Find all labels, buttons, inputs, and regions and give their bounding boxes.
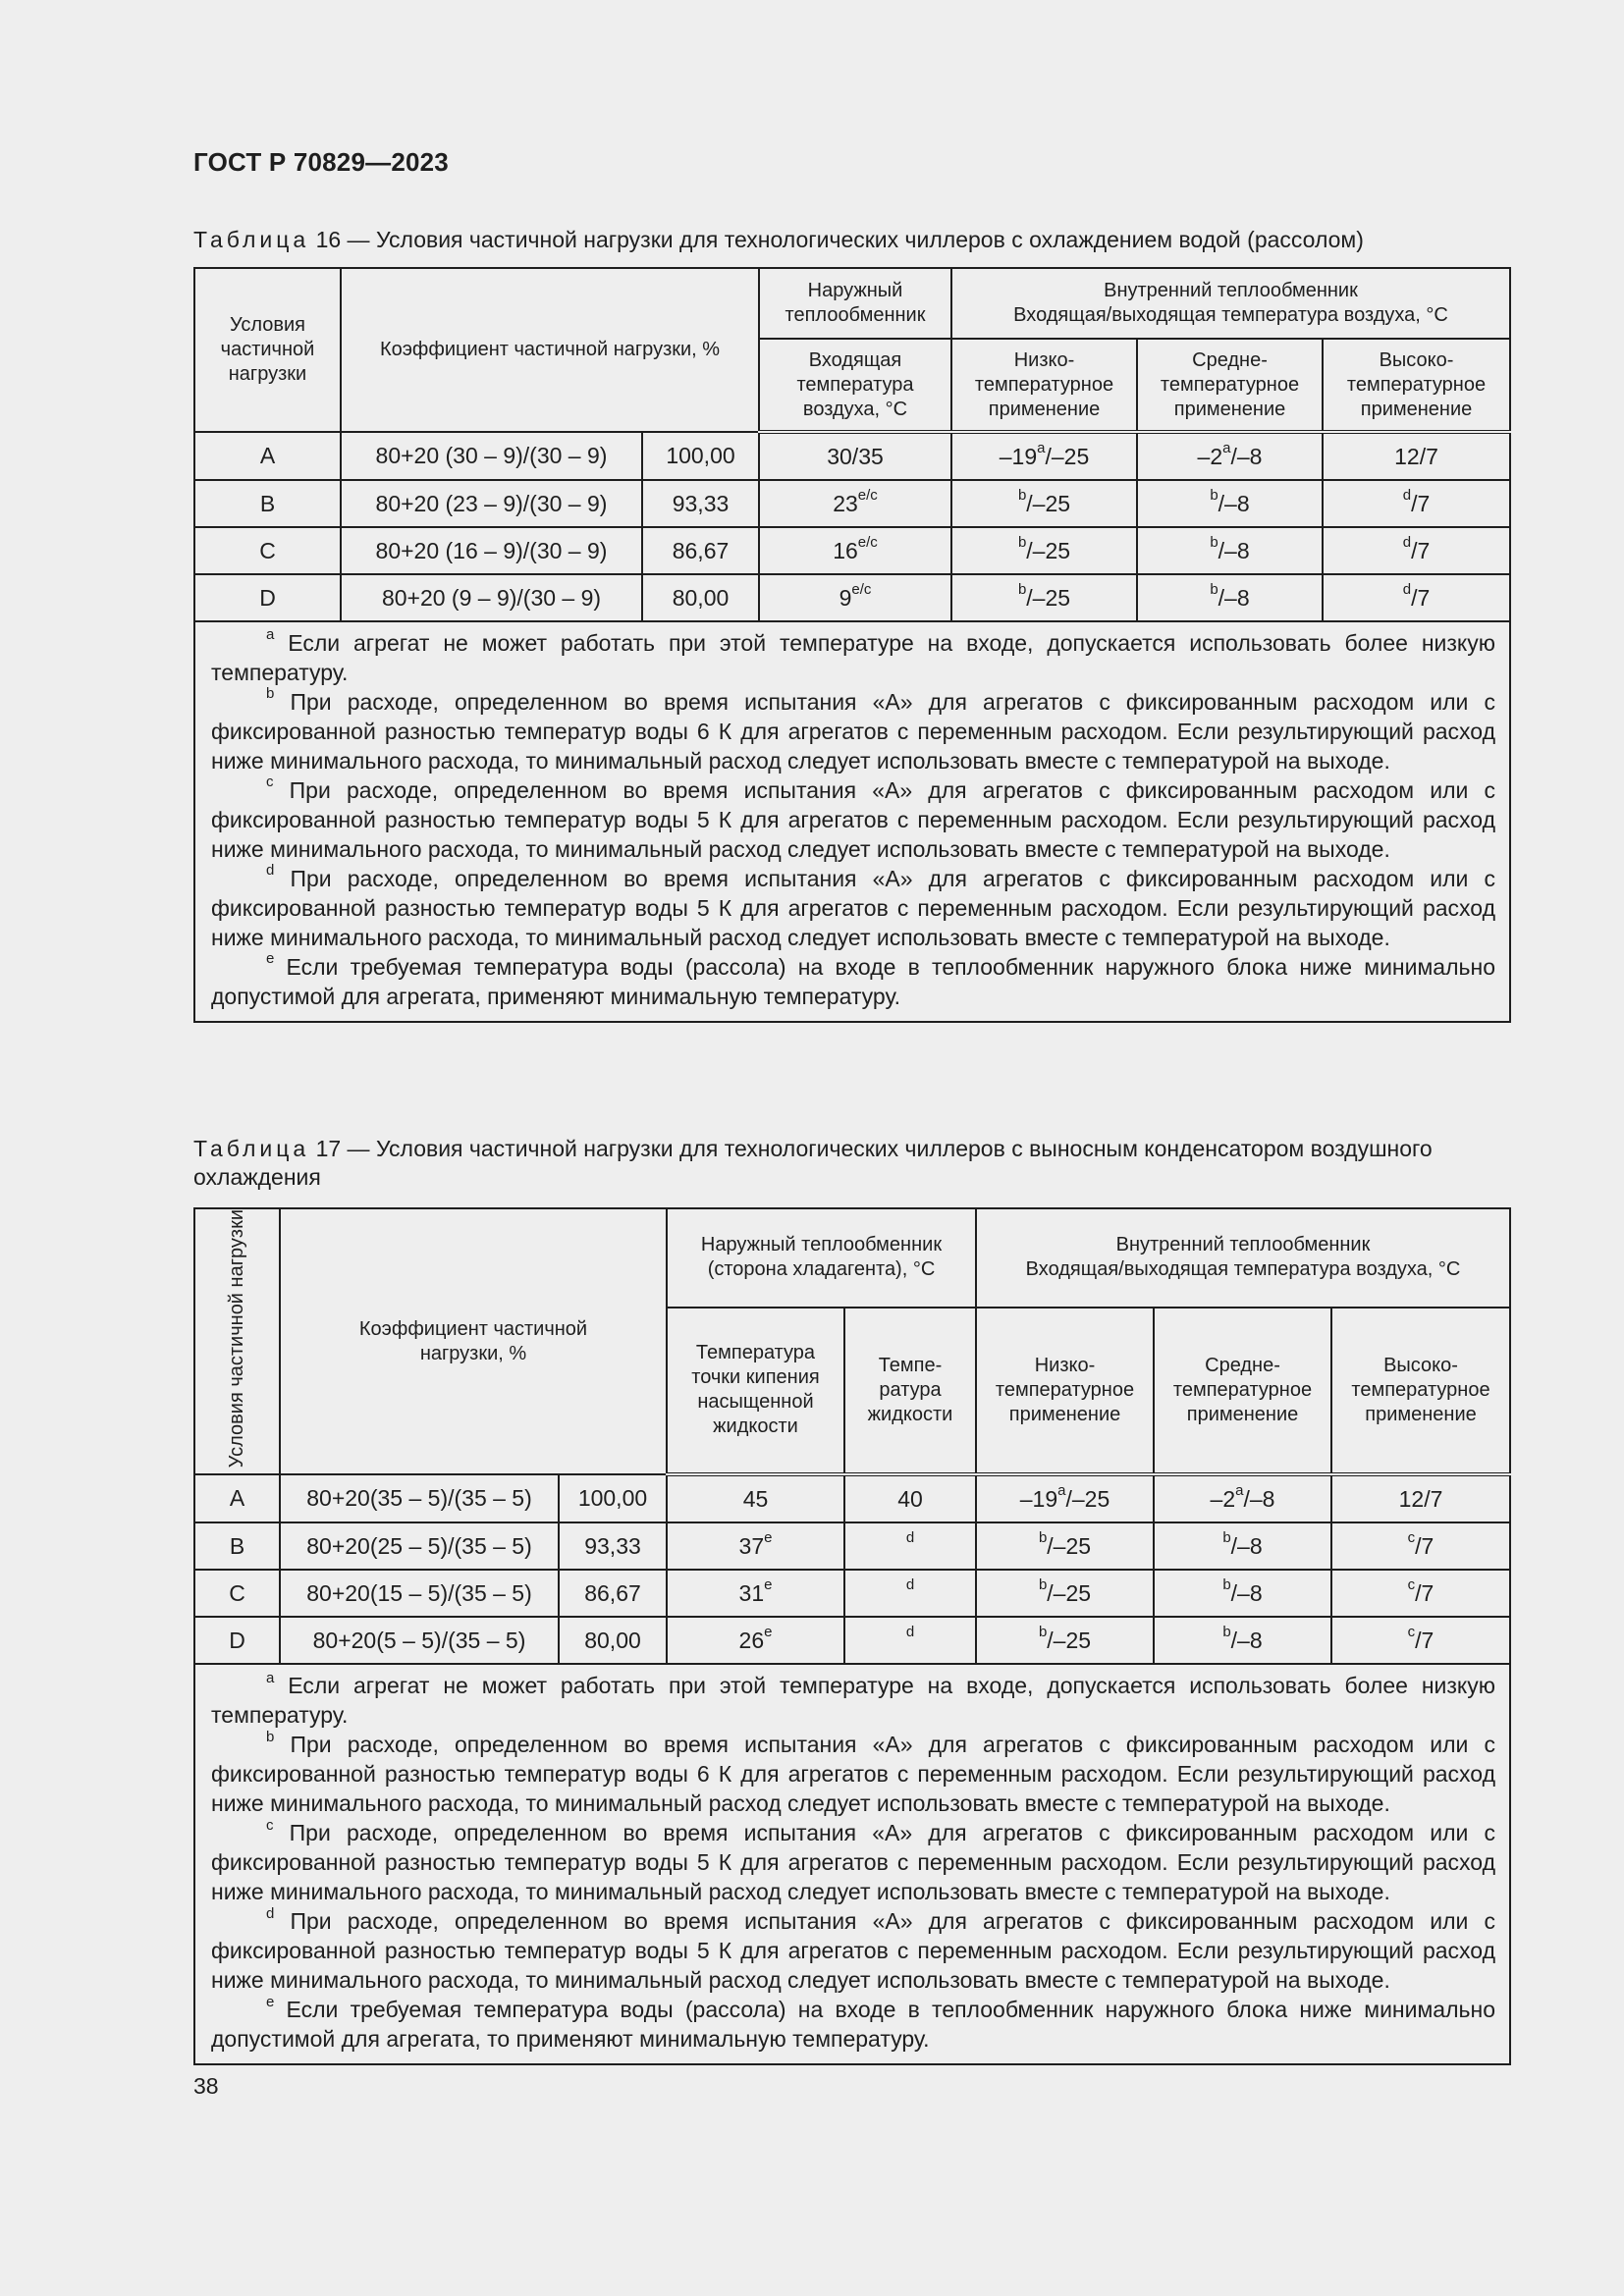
t16-outer-sup: e/c — [857, 533, 878, 551]
t16-outer-sup: e/c — [851, 580, 872, 598]
t17-low-text: –19 — [1019, 1485, 1058, 1512]
t17-low-text: /–25 — [1047, 1579, 1092, 1606]
t16-mid — [1137, 432, 1323, 480]
t16-h-inner — [951, 268, 1510, 339]
t16-mid — [1137, 574, 1323, 621]
t16-mid-sup: b — [1210, 533, 1218, 551]
t16-high-sup: d — [1402, 580, 1412, 598]
t17-boiling-text: 31 — [738, 1579, 765, 1606]
t16-mid-sup: a — [1222, 439, 1231, 456]
t17-liquid-text: 40 — [897, 1485, 923, 1512]
t16-outer — [759, 480, 951, 527]
footnote — [211, 1671, 1495, 1730]
t17-h-outer: Наружный теплообменник (сторона хладагента), °С — [667, 1208, 976, 1308]
t17-h-high: Высоко-температурное применение — [1331, 1308, 1510, 1475]
t17-low — [976, 1570, 1154, 1617]
footnote-mark: b — [266, 1728, 275, 1745]
t17-h-conditions — [194, 1208, 280, 1474]
t16-low — [951, 480, 1137, 527]
t17-low-sup: b — [1038, 1624, 1048, 1641]
table-row — [194, 527, 1510, 574]
t17-formula-text: 80+20(5 – 5)/(35 – 5) — [312, 1627, 526, 1653]
t17-high — [1331, 1570, 1510, 1617]
t17-formula-text: 80+20(15 – 5)/(35 – 5) — [306, 1579, 532, 1606]
t16-cond — [194, 480, 341, 527]
t17-high — [1331, 1522, 1510, 1570]
t16-h-mid: Средне-температурное применение — [1137, 339, 1323, 432]
t16-formula — [341, 432, 642, 480]
document-header: ГОСТ Р 70829—2023 — [193, 147, 449, 177]
table16 — [193, 267, 1511, 1023]
t17-boiling-sup: e — [764, 1576, 773, 1594]
t17-percent-text: 93,33 — [584, 1532, 641, 1559]
t17-percent-text: 100,00 — [577, 1485, 648, 1512]
t16-low-sup: b — [1017, 580, 1027, 598]
footnote-mark: c — [266, 1816, 274, 1834]
t17-mid-text: /–8 — [1243, 1485, 1275, 1512]
t16-percent — [642, 527, 759, 574]
t17-low — [976, 1522, 1154, 1570]
t16-high — [1323, 574, 1510, 621]
t17-high — [1331, 1474, 1510, 1522]
t17-liquid-sup: d — [905, 1529, 915, 1547]
table-row — [194, 1474, 1510, 1522]
t17-mid-sup: b — [1222, 1624, 1231, 1641]
t17-cond — [194, 1617, 280, 1664]
t16-mid-text: /–8 — [1218, 490, 1250, 516]
footnote-text: При расходе, определенном во время испытания «А» для агрегатов с фиксированным расходом или с фиксированной разностью температур воды 6 К для агрегатов с переменным расходом. Если результирующий расход ниже минимального расхода, то минимальный расход следует использовать вместе с температурой на выходе. — [211, 1732, 1495, 1817]
t17-notes — [194, 1664, 1510, 2064]
t16-formula — [341, 527, 642, 574]
t17-notes-list — [211, 1671, 1495, 2054]
t17-high — [1331, 1617, 1510, 1664]
t16-mid — [1137, 527, 1323, 574]
t16-h-outer: Наружный теплообменник — [759, 268, 951, 339]
footnote — [211, 1730, 1495, 1818]
t16-formula-text: 80+20 (30 – 9)/(30 – 9) — [375, 443, 608, 468]
t16-cond-text: C — [259, 537, 276, 563]
t16-cond — [194, 527, 341, 574]
footnote-mark: e — [266, 950, 275, 968]
t16-formula — [341, 574, 642, 621]
t17-cond-text: D — [229, 1627, 245, 1653]
t17-percent-text: 80,00 — [584, 1627, 641, 1653]
t17-low-sup: b — [1038, 1529, 1048, 1547]
t17-low-text: /–25 — [1065, 1485, 1110, 1512]
t16-low-text: /–25 — [1026, 584, 1071, 611]
t16-mid-text: –2 — [1197, 443, 1223, 469]
t17-formula — [280, 1570, 559, 1617]
t17-mid — [1154, 1617, 1331, 1664]
t17-boiling — [667, 1617, 844, 1664]
footnote — [211, 952, 1495, 1011]
footnote-mark: a — [266, 1669, 275, 1686]
t16-h-coefficient: Коэффициент частичной нагрузки, % — [341, 268, 759, 432]
footnote-mark: d — [266, 1904, 275, 1922]
t17-boiling — [667, 1474, 844, 1522]
t16-high-text: /7 — [1411, 537, 1431, 563]
t17-percent — [559, 1617, 667, 1664]
t16-notes — [194, 621, 1510, 1022]
t16-outer-text: 9 — [839, 584, 852, 611]
t17-cond — [194, 1474, 280, 1522]
t16-outer-text: 16 — [833, 537, 858, 563]
t17-cond-text: C — [229, 1579, 245, 1606]
t16-mid-text: /–8 — [1230, 443, 1263, 469]
footnote — [211, 1818, 1495, 1906]
t17-h-liquid-temp: Темпе-ратура жидкости — [844, 1308, 976, 1475]
t16-outer — [759, 432, 951, 480]
t16-high-text: /7 — [1411, 490, 1431, 516]
table-row — [194, 1570, 1510, 1617]
footnote-mark: b — [266, 685, 275, 703]
t17-mid-sup: b — [1222, 1529, 1231, 1547]
t17-h-inner-line2: Входящая/выходящая температура воздуха, °С — [1025, 1258, 1461, 1281]
t16-h-high: Высоко-температурное применение — [1323, 339, 1510, 432]
t16-low — [951, 432, 1137, 480]
t16-h-inner-line1: Внутренний теплообменник — [1104, 280, 1358, 301]
t17-boiling — [667, 1522, 844, 1570]
t17-formula — [280, 1522, 559, 1570]
t16-h-inlet-temp: Входящая температура воздуха, °С — [759, 339, 951, 432]
t16-percent — [642, 432, 759, 480]
t16-outer — [759, 574, 951, 621]
t16-h-conditions: Условия частичной нагрузки — [194, 268, 341, 432]
t17-boiling-text: 45 — [742, 1485, 769, 1512]
footnote-text: При расходе, определенном во время испытания «А» для агрегатов с фиксированным расходом или с фиксированной разностью температур воды 5 К для агрегатов с переменным расходом. Если результирующий расход ниже минимального расхода, то минимальный расход следует использовать вместе с температурой на выходе. — [211, 1908, 1495, 1994]
t16-cond-text: A — [259, 443, 276, 468]
t16-outer-text: 30/35 — [827, 443, 884, 469]
t16-low-text: /–25 — [1026, 490, 1071, 516]
t16-percent-text: 80,00 — [672, 584, 730, 611]
t16-low — [951, 574, 1137, 621]
t17-cond-text: A — [229, 1485, 245, 1512]
t17-percent — [559, 1570, 667, 1617]
t17-cond — [194, 1522, 280, 1570]
footnote-mark: c — [266, 774, 274, 791]
t17-h-mid: Средне-температурное применение — [1154, 1308, 1331, 1475]
page-number: 38 — [193, 2073, 219, 2099]
footnote-text: При расходе, определенном во время испытания «А» для агрегатов с фиксированным расходом или с фиксированной разностью температур воды 5 К для агрегатов с переменным расходом. Если результирующий расход ниже минимального расхода, то минимальный расход следует использовать вместе с температурой на выходе. — [211, 1820, 1495, 1905]
footnote — [211, 1906, 1495, 1995]
t16-high-text: /7 — [1411, 584, 1431, 611]
t16-outer — [759, 527, 951, 574]
t16-mid-sup: b — [1210, 580, 1218, 598]
t17-percent — [559, 1474, 667, 1522]
t17-liquid — [844, 1617, 976, 1664]
t16-high — [1323, 527, 1510, 574]
t17-high-text: /7 — [1415, 1579, 1435, 1606]
t17-boiling — [667, 1570, 844, 1617]
footnote-text: Если агрегат не может работать при этой температуре на входе, допускается использовать более низкую температуру. — [211, 1673, 1495, 1729]
t17-mid-text: –2 — [1210, 1485, 1236, 1512]
footnote — [211, 775, 1495, 864]
t16-percent — [642, 574, 759, 621]
footnote-text: При расходе, определенном во время испытания «А» для агрегатов с фиксированным расходом или с фиксированной разностью температур воды 5 К для агрегатов с переменным расходом. Если результирующий расход ниже минимального расхода, то минимальный расход следует использовать вместе с температурой на выходе. — [211, 866, 1495, 950]
t16-low-sup: b — [1017, 533, 1027, 551]
t17-formula — [280, 1617, 559, 1664]
t16-body — [194, 432, 1510, 621]
t17-h-low: Низко-температурное применение — [976, 1308, 1154, 1475]
t16-mid-text: /–8 — [1218, 537, 1250, 563]
t17-formula-text: 80+20(35 – 5)/(35 – 5) — [306, 1485, 532, 1512]
footnote — [211, 628, 1495, 687]
t16-high-sup: d — [1402, 486, 1412, 504]
t16-high-sup: d — [1402, 533, 1412, 551]
t16-low-sup: b — [1017, 486, 1027, 504]
t16-formula-text: 80+20 (9 – 9)/(30 – 9) — [381, 584, 602, 611]
t16-notes-list — [211, 628, 1495, 1011]
t16-h-low: Низко-температурное применение — [951, 339, 1137, 432]
t17-mid-text: /–8 — [1230, 1532, 1263, 1559]
t16-h-inner-line2: Входящая/выходящая температура воздуха, °С — [1013, 304, 1448, 326]
t16-cond — [194, 574, 341, 621]
footnote-mark: d — [266, 862, 275, 880]
t17-high-text: /7 — [1415, 1532, 1435, 1559]
t16-percent — [642, 480, 759, 527]
t17-cond-text: B — [229, 1532, 245, 1559]
t17-high-sup: c — [1407, 1624, 1416, 1641]
t17-liquid-sup: d — [905, 1576, 915, 1594]
footnote — [211, 1995, 1495, 2054]
t17-boiling-sup: e — [764, 1529, 773, 1547]
footnote — [211, 687, 1495, 775]
t16-low — [951, 527, 1137, 574]
t17-low-sup: b — [1038, 1576, 1048, 1594]
t16-cond-text: D — [259, 584, 276, 611]
t17-h-inner-line1: Внутренний теплообменник — [1115, 1234, 1371, 1256]
table17-caption-text: 17 — Условия частичной нагрузки для технологических чиллеров с выносным конденсатором воздушного охлаждения — [193, 1136, 1433, 1190]
t17-body — [194, 1474, 1510, 1664]
t16-low-text: –19 — [999, 443, 1038, 469]
t17-mid — [1154, 1570, 1331, 1617]
t16-low-sup: a — [1037, 439, 1046, 456]
footnote-text: Если требуемая температура воды (рассола) на входе в теплообменник наружного блока ниже минимально допустимой для агрегата, применяют минимальную температуру. — [211, 954, 1495, 1009]
t16-cond-text: B — [259, 490, 276, 516]
t17-high-sup: c — [1407, 1529, 1416, 1547]
t17-formula — [280, 1474, 559, 1522]
t17-liquid — [844, 1474, 976, 1522]
t16-mid-text: /–8 — [1218, 584, 1250, 611]
table-row — [194, 480, 1510, 527]
t16-outer-sup: e/c — [857, 486, 878, 504]
t16-formula-text: 80+20 (23 – 9)/(30 – 9) — [375, 490, 608, 516]
t17-high-text: /7 — [1415, 1627, 1435, 1653]
t17-boiling-sup: e — [764, 1624, 773, 1641]
t16-mid — [1137, 480, 1323, 527]
t16-formula — [341, 480, 642, 527]
table16-caption-text: 16 — Условия частичной нагрузки для технологических чиллеров с охлаждением водой (рассолом) — [309, 227, 1364, 252]
t16-low-text: /–25 — [1026, 537, 1071, 563]
t17-percent-text: 86,67 — [584, 1579, 641, 1606]
t17-liquid — [844, 1570, 976, 1617]
t17-liquid-sup: d — [905, 1624, 915, 1641]
t17-low-sup: a — [1057, 1482, 1066, 1500]
t16-high — [1323, 432, 1510, 480]
t17-low — [976, 1617, 1154, 1664]
t17-mid-sup: a — [1235, 1482, 1244, 1500]
t17-mid-sup: b — [1222, 1576, 1231, 1594]
t17-h-boiling-temp: Температура точки кипения насыщенной жидкости — [667, 1308, 844, 1475]
footnote-mark: e — [266, 1993, 275, 2010]
t17-mid-text: /–8 — [1230, 1579, 1263, 1606]
t17-low — [976, 1474, 1154, 1522]
t17-liquid — [844, 1522, 976, 1570]
table-row — [194, 574, 1510, 621]
table-row — [194, 432, 1510, 480]
table16-caption-prefix: Таблица — [193, 227, 310, 252]
t16-low-text: /–25 — [1045, 443, 1090, 469]
footnote-mark: a — [266, 626, 275, 644]
footnote-text: При расходе, определенном во время испытания «А» для агрегатов с фиксированным расходом или с фиксированной разностью температур воды 6 К для агрегатов с переменным расходом. Если результирующий расход ниже минимального расхода, то минимальный расход следует использовать вместе с температурой на выходе. — [211, 689, 1495, 774]
t17-mid — [1154, 1474, 1331, 1522]
t16-percent-text: 93,33 — [672, 490, 730, 516]
t16-high-text: 12/7 — [1394, 443, 1438, 469]
table-row — [194, 1522, 1510, 1570]
t17-boiling-text: 37 — [738, 1532, 765, 1559]
t17-high-text: 12/7 — [1398, 1485, 1443, 1512]
table17 — [193, 1207, 1511, 2065]
t17-mid — [1154, 1522, 1331, 1570]
table17-caption-prefix: Таблица — [193, 1136, 310, 1161]
footnote-text: Если агрегат не может работать при этой температуре на входе, допускается использовать более низкую температуру. — [211, 630, 1495, 685]
t17-h-inner — [976, 1208, 1510, 1308]
table17-caption — [193, 1135, 1507, 1192]
t16-high — [1323, 480, 1510, 527]
table-row — [194, 1617, 1510, 1664]
footnote-text: При расходе, определенном во время испытания «А» для агрегатов с фиксированным расходом или с фиксированной разностью температур воды 5 К для агрегатов с переменным расходом. Если результирующий расход ниже минимального расхода, то минимальный расход следует использовать вместе с температурой на выходе. — [211, 777, 1495, 862]
footnote — [211, 864, 1495, 952]
t16-mid-sup: b — [1210, 486, 1218, 504]
t17-boiling-text: 26 — [738, 1627, 765, 1653]
t17-mid-text: /–8 — [1230, 1627, 1263, 1653]
t17-h-coefficient: Коэффициент частичной нагрузки, % — [280, 1208, 667, 1474]
t17-h-conditions-text: Условия частичной нагрузки — [226, 1209, 247, 1468]
t16-formula-text: 80+20 (16 – 9)/(30 – 9) — [375, 537, 608, 563]
t16-percent-text: 86,67 — [672, 537, 730, 563]
t17-percent — [559, 1522, 667, 1570]
t16-cond — [194, 432, 341, 480]
t16-percent-text: 100,00 — [666, 443, 735, 468]
footnote-text: Если требуемая температура воды (рассола) на входе в теплообменник наружного блока ниже минимально допустимой для агрегата, то применяют минимальную температуру. — [211, 1997, 1495, 2053]
table16-caption — [193, 226, 1507, 254]
t16-outer-text: 23 — [833, 490, 858, 516]
t17-cond — [194, 1570, 280, 1617]
t17-low-text: /–25 — [1047, 1627, 1092, 1653]
t17-formula-text: 80+20(25 – 5)/(35 – 5) — [306, 1532, 532, 1559]
t17-high-sup: c — [1407, 1576, 1416, 1594]
t17-low-text: /–25 — [1047, 1532, 1092, 1559]
